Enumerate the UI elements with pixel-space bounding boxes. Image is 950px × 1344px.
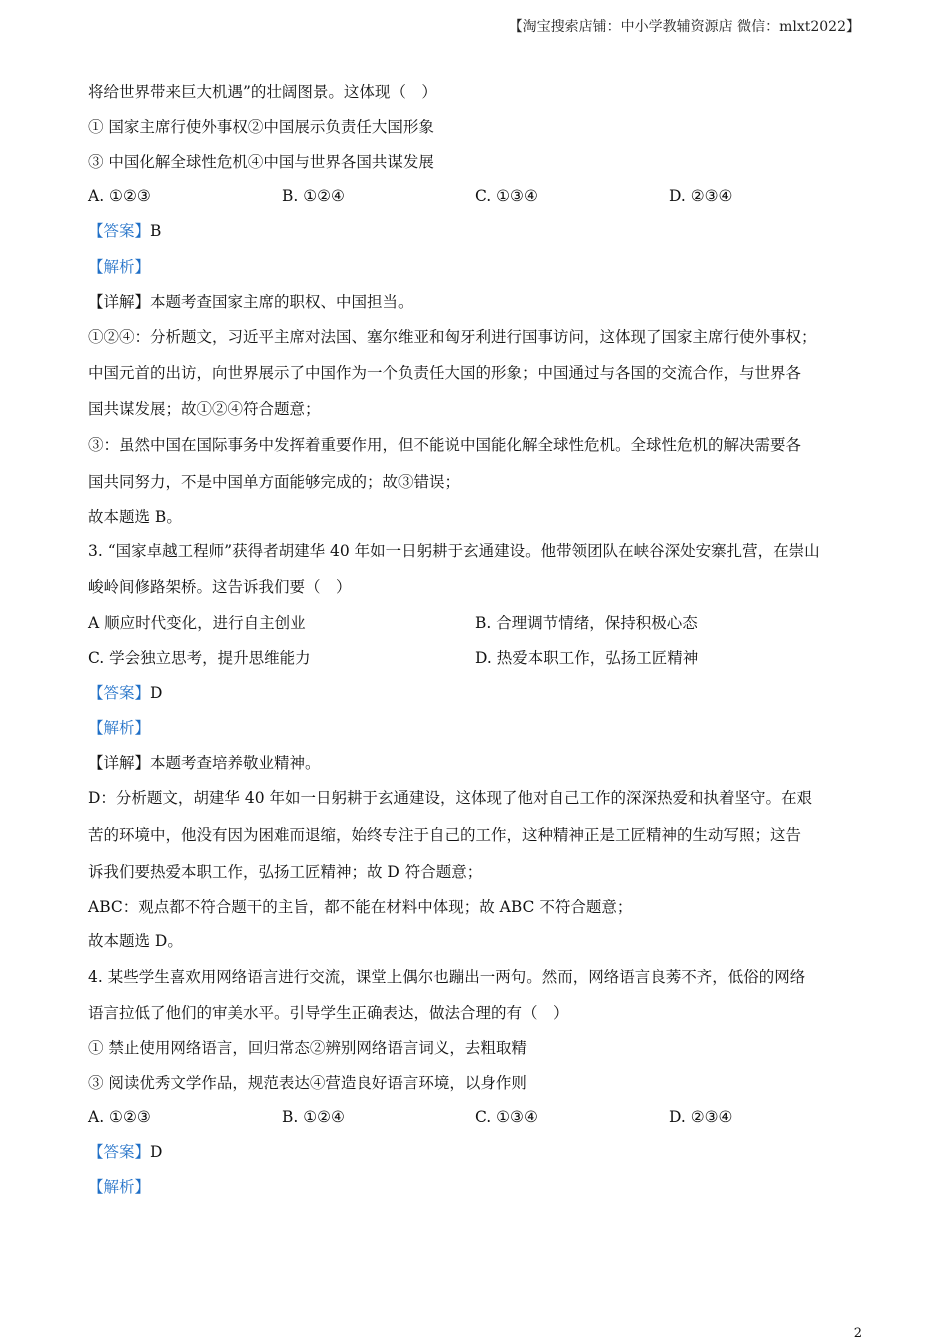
answer-label: 【答案】 [88,222,151,240]
q3-explain-line: ABC：观点都不符合题干的主旨，都不能在材料中体现；故 ABC 不符合题意； [88,898,633,916]
q3-stem-line2: 峻岭间修路架桥。这告诉我们要（ ） [88,578,352,596]
q2-choices-line1: ① 国家主席行使外事权②中国展示负责任大国形象 [88,118,434,136]
q3-analysis-label: 【解析】 [88,719,151,737]
q2-explain-line: ③：虽然中国在国际事务中发挥着重要作用，但不能说中国能化解全球性危机。全球性危机的解决需要各 [88,436,802,454]
q2-explain-line: 国共谋发展；故①②④符合题意； [88,400,321,418]
q4-stem-line2: 语言拉低了他们的审美水平。引导学生正确表达，做法合理的有（ ） [88,1004,569,1022]
q3-answer [88,683,162,703]
q3-option-a: A 顺应时代变化，进行自主创业 [88,614,306,632]
detail-intro: 本题考查国家主席的职权、中国担当。 [150,293,414,311]
q4-choices-line1: ① 禁止使用网络语言，回归常态②辨别网络语言词义，去粗取精 [88,1039,527,1057]
q4-option-a: A. ①②③ [88,1108,151,1126]
q4-answer [88,1142,162,1162]
q3-detail [88,753,321,773]
q4-choices-line2: ③ 阅读优秀文学作品，规范表达④营造良好语言环境，以身作则 [88,1074,527,1092]
q3-explain-line: D：分析题文，胡建华 40 年如一日躬耕于玄通建设，这体现了他对自己工作的深深热爱和执着坚守。在艰 [88,789,813,807]
q2-option-a: A. ①②③ [88,187,151,205]
answer-value: B [150,222,162,240]
q3-stem-line1: 3. “国家卓越工程师”获得者胡建华 40 年如一日躬耕于玄通建设。他带领团队在峡谷深处安寨扎营，在崇山 [88,542,820,560]
q2-conclusion: 故本题选 B。 [88,508,182,526]
detail-label: 【详解】 [88,754,151,772]
q2-option-b: B. ①②④ [282,187,345,205]
q2-explain-line: ①②④：分析题文，习近平主席对法国、塞尔维亚和匈牙利进行国事访问，这体现了国家主席行使外事权； [88,328,817,346]
q3-option-b: B. 合理调节情绪，保持积极心态 [475,614,698,632]
q2-analysis-label: 【解析】 [88,258,151,276]
q3-option-d: D. 热爱本职工作，弘扬工匠精神 [475,649,699,667]
page-header: 【淘宝搜索店铺：中小学教辅资源店 微信：mlxt2022】 [508,19,860,35]
q4-option-c: C. ①③④ [475,1108,538,1126]
q4-option-d: D. ②③④ [669,1108,733,1126]
answer-value: D [150,1143,163,1161]
detail-intro: 本题考查培养敬业精神。 [150,754,321,772]
q2-explain-line: 中国元首的出访，向世界展示了中国作为一个负责任大国的形象；中国通过与各国的交流合作，与世界各 [88,364,802,382]
answer-label: 【答案】 [88,684,151,702]
q3-conclusion: 故本题选 D。 [88,932,183,950]
q3-explain-line: 苦的环境中，他没有因为困难而退缩，始终专注于自己的工作，这种精神正是工匠精神的生动写照；这告 [88,826,802,844]
q2-detail [88,292,414,312]
detail-label: 【详解】 [88,293,151,311]
q2-choices-line2: ③ 中国化解全球性危机④中国与世界各国共谋发展 [88,153,434,171]
q2-stem-tail: 将给世界带来巨大机遇”的壮阔图景。这体现（ ） [88,83,437,101]
q4-analysis-label: 【解析】 [88,1178,151,1196]
q2-option-c: C. ①③④ [475,187,538,205]
q2-explain-line: 国共同努力，不是中国单方面能够完成的；故③错误； [88,473,461,491]
q4-stem-line1: 4. 某些学生喜欢用网络语言进行交流，课堂上偶尔也蹦出一两句。然而，网络语言良莠不齐，低俗的网络 [88,968,806,986]
answer-label: 【答案】 [88,1143,151,1161]
q2-option-d: D. ②③④ [669,187,733,205]
q3-explain-line: 诉我们要热爱本职工作，弘扬工匠精神；故 D 符合题意； [88,863,483,881]
q2-answer [88,221,161,241]
answer-value: D [150,684,163,702]
q3-option-c: C. 学会独立思考，提升思维能力 [88,649,311,667]
q4-option-b: B. ①②④ [282,1108,345,1126]
page-number: 2 [853,1326,862,1341]
